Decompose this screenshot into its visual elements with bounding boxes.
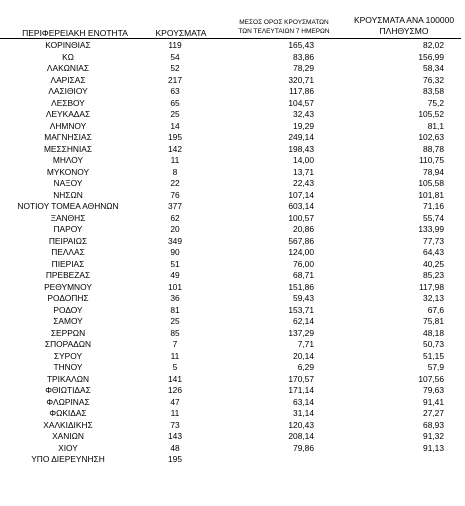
region-cell: ΜΕΣΣΗΝΙΑΣ	[43, 143, 93, 154]
avg-7-days-cell: 76,00	[293, 258, 314, 269]
per-100000-cell: 57,9	[427, 362, 444, 372]
table-row	[0, 63, 465, 75]
table-row	[0, 397, 465, 409]
region-cell: ΠΙΕΡΙΑΣ	[51, 258, 85, 269]
per-100000-cell: 105,58	[418, 178, 444, 188]
per-100000-cell: 133,99	[418, 224, 444, 234]
region-cell: ΣΠΟΡΑΔΩΝ	[44, 339, 92, 349]
region-cell: ΡΕΘΥΜΝΟΥ	[44, 281, 92, 292]
region-cell: ΠΡΕΒΕΖΑΣ	[45, 270, 91, 280]
avg-7-days-cell: 567,86	[288, 235, 314, 246]
header-avg-line2: ΤΩΝ ΤΕΛΕΥΤΑΙΩΝ 7 ΗΜΕΡΩΝ	[238, 28, 330, 35]
avg-7-days-cell: 117,86	[289, 86, 314, 96]
cases-cell: 25	[170, 316, 180, 326]
table-row	[0, 132, 465, 144]
cases-cell: 85	[170, 327, 180, 338]
table-row	[0, 75, 465, 87]
cases-cell: 81	[170, 304, 180, 315]
region-cell: ΜΗΛΟΥ	[52, 155, 84, 165]
header-avg-line1: ΜΕΣΟΣ ΟΡΟΣ ΚΡΟΥΣΜΑΤΩΝ	[239, 19, 329, 26]
table-row	[0, 52, 465, 64]
per-100000-cell: 48,18	[423, 327, 444, 338]
header-region: ΠΕΡΙΦΕΡΕΙΑΚΗ ΕΝΟΤΗΤΑ	[22, 28, 128, 38]
table-row	[0, 247, 465, 259]
avg-7-days-cell: 83,86	[293, 51, 314, 62]
table-row	[0, 385, 465, 397]
cases-cell: 101	[168, 281, 182, 292]
avg-7-days-cell: 68,71	[293, 270, 314, 280]
per-100000-cell: 78,94	[423, 166, 444, 177]
per-100000-cell: 81,1	[427, 120, 444, 131]
avg-7-days-cell: 31,14	[293, 408, 314, 418]
avg-7-days-cell: 78,29	[293, 63, 314, 73]
per-100000-cell: 85,23	[423, 270, 444, 280]
table-row	[0, 408, 465, 420]
cases-cell: 7	[172, 339, 178, 349]
avg-7-days-cell: 22,43	[293, 178, 314, 188]
region-cell: ΞΑΝΘΗΣ	[50, 212, 86, 223]
cases-cell: 8	[172, 166, 178, 177]
per-100000-cell: 64,43	[423, 247, 444, 257]
avg-7-days-cell: 124,00	[288, 247, 314, 257]
cases-cell: 36	[170, 293, 180, 303]
per-100000-cell: 88,78	[423, 143, 444, 154]
table-row	[0, 282, 465, 294]
avg-7-days-cell: 62,14	[293, 316, 314, 326]
avg-7-days-cell: 198,43	[288, 143, 314, 154]
cases-cell: 142	[168, 143, 182, 154]
cases-cell: 141	[168, 373, 182, 384]
per-100000-cell: 79,63	[423, 385, 444, 395]
cases-cell: 143	[168, 431, 182, 441]
region-cell: ΡΟΔΟΠΗΣ	[47, 293, 89, 303]
avg-7-days-cell: 14,00	[293, 155, 314, 165]
header-per-line2: ΠΛΗΘΥΣΜΟ	[379, 25, 429, 36]
per-100000-cell: 67,6	[427, 304, 444, 315]
table-row	[0, 86, 465, 98]
cases-cell: 65	[170, 97, 180, 108]
avg-7-days-cell: 19,29	[293, 120, 314, 131]
table-row	[0, 362, 465, 374]
avg-7-days-cell: 20,14	[293, 350, 314, 361]
avg-7-days-cell: 249,14	[288, 132, 314, 142]
region-cell: ΠΕΙΡΑΙΩΣ	[48, 235, 88, 246]
table-row	[0, 374, 465, 386]
avg-7-days-cell: 13,71	[293, 166, 314, 177]
table-row	[0, 431, 465, 443]
cases-cell: 11	[170, 408, 180, 418]
per-100000-cell: 117,98	[419, 281, 444, 292]
per-100000-cell: 51,15	[423, 350, 444, 361]
per-100000-cell: 91,32	[423, 431, 444, 441]
avg-7-days-cell: 320,71	[288, 74, 314, 85]
per-100000-cell: 107,56	[418, 373, 444, 384]
cases-cell: 25	[170, 109, 180, 119]
cases-cell: 51	[170, 258, 180, 269]
per-100000-cell: 102,63	[418, 132, 444, 142]
table-row	[0, 213, 465, 225]
per-100000-cell: 50,73	[423, 339, 444, 349]
avg-7-days-cell: 6,29	[297, 362, 314, 372]
table-row	[0, 109, 465, 121]
table-row	[0, 178, 465, 190]
avg-7-days-cell: 20,86	[293, 224, 314, 234]
per-100000-cell: 91,13	[423, 442, 444, 453]
table-row	[0, 293, 465, 305]
region-cell: ΣΑΜΟΥ	[53, 316, 83, 326]
region-cell: ΤΡΙΚΑΛΩΝ	[46, 373, 90, 384]
per-100000-cell: 68,93	[423, 419, 444, 430]
region-cell: ΛΑΚΩΝΙΑΣ	[46, 63, 90, 73]
region-cell: ΛΕΣΒΟΥ	[51, 97, 85, 108]
cases-cell: 126	[168, 385, 182, 395]
header-per-line1: ΚΡΟΥΣΜΑΤΑ ΑΝΑ 100000	[353, 15, 455, 25]
region-cell: ΛΑΡΙΣΑΣ	[50, 74, 86, 85]
cases-cell: 119	[168, 40, 182, 50]
avg-7-days-cell: 171,14	[288, 385, 314, 395]
avg-7-days-cell: 137,29	[288, 327, 314, 338]
cases-cell: 73	[170, 419, 180, 430]
table-row	[0, 98, 465, 110]
avg-7-days-cell: 63,14	[293, 396, 314, 407]
region-cell: ΡΟΔΟΥ	[53, 304, 83, 315]
avg-7-days-cell: 100,57	[288, 212, 314, 223]
cases-cell: 47	[170, 396, 180, 407]
region-cell: ΝΗΣΩΝ	[53, 189, 83, 200]
cases-cell: 49	[170, 270, 180, 280]
region-cell: ΤΗΝΟΥ	[53, 362, 83, 372]
table-row	[0, 190, 465, 202]
region-cell: ΛΕΥΚΑΔΑΣ	[45, 109, 91, 119]
per-100000-cell: 75,81	[423, 316, 444, 326]
cases-cell: 195	[168, 454, 182, 464]
region-cell: ΥΠΟ ΔΙΕΡΕΥΝΗΣΗ	[31, 454, 105, 464]
region-cell: ΧΑΛΚΙΔΙΚΗΣ	[43, 419, 93, 430]
region-cell: ΜΥΚΟΝΟΥ	[46, 166, 90, 177]
per-100000-cell: 76,32	[423, 74, 444, 85]
avg-7-days-cell: 59,43	[293, 293, 314, 303]
region-cell: ΦΛΩΡΙΝΑΣ	[46, 396, 90, 407]
avg-7-days-cell: 151,86	[288, 281, 314, 292]
table-row	[0, 236, 465, 248]
cases-cell: 195	[168, 132, 182, 142]
avg-7-days-cell: 32,43	[293, 109, 314, 119]
region-cell: ΠΕΛΛΑΣ	[51, 247, 85, 257]
per-100000-cell: 110,75	[419, 155, 444, 165]
cases-cell: 20	[170, 224, 180, 234]
cases-cell: 11	[170, 350, 180, 361]
avg-7-days-cell: 603,14	[288, 201, 314, 211]
per-100000-cell: 105,52	[418, 109, 444, 119]
avg-7-days-cell: 79,86	[293, 442, 314, 453]
region-cell: ΝΑΞΟΥ	[53, 178, 83, 188]
per-100000-cell: 40,25	[423, 258, 444, 269]
cases-cell: 349	[168, 235, 182, 246]
table-row	[0, 351, 465, 363]
table-row	[0, 40, 465, 52]
cases-cell: 62	[170, 212, 180, 223]
avg-7-days-cell: 120,43	[288, 419, 314, 430]
table-body	[0, 40, 465, 466]
region-cell: ΣΥΡΟΥ	[53, 350, 83, 361]
per-100000-cell: 77,73	[423, 235, 444, 246]
cases-cell: 63	[170, 86, 180, 96]
per-100000-cell: 156,99	[418, 51, 444, 62]
cases-cell: 48	[170, 442, 180, 453]
table-row	[0, 144, 465, 156]
cases-cell: 377	[168, 201, 182, 211]
per-100000-cell: 82,02	[423, 40, 444, 50]
table-row	[0, 155, 465, 167]
table-row	[0, 305, 465, 317]
region-cell: ΚΩ	[62, 51, 74, 62]
per-100000-cell: 71,16	[423, 201, 444, 211]
table-row	[0, 167, 465, 179]
table-row	[0, 328, 465, 340]
header-divider	[0, 38, 461, 39]
header-per-100000	[348, 15, 460, 36]
table-row	[0, 454, 465, 466]
cases-cell: 5	[172, 362, 178, 372]
cases-cell: 90	[170, 247, 180, 257]
table-row	[0, 270, 465, 282]
region-cell: ΛΗΜΝΟΥ	[49, 120, 87, 131]
avg-7-days-cell: 165,43	[288, 40, 314, 50]
table-row	[0, 224, 465, 236]
cases-cell: 52	[170, 63, 180, 73]
table-row	[0, 420, 465, 432]
cases-cell: 217	[168, 74, 182, 85]
table-row	[0, 121, 465, 133]
region-cell: ΛΑΣΙΘΙΟΥ	[48, 86, 88, 96]
region-cell: ΚΟΡΙΝΘΙΑΣ	[45, 40, 91, 50]
per-100000-cell: 55,74	[423, 212, 444, 223]
cases-cell: 54	[170, 51, 180, 62]
cases-cell: 14	[170, 120, 180, 131]
table-row	[0, 443, 465, 455]
per-100000-cell: 32,13	[423, 293, 444, 303]
avg-7-days-cell: 170,57	[288, 373, 314, 384]
per-100000-cell: 75,2	[427, 97, 444, 108]
region-cell: ΧΙΟΥ	[58, 442, 78, 453]
avg-7-days-cell: 7,71	[297, 339, 314, 349]
cases-cell: 22	[170, 178, 180, 188]
avg-7-days-cell: 208,14	[288, 431, 314, 441]
per-100000-cell: 58,34	[423, 63, 444, 73]
per-100000-cell: 83,58	[423, 86, 444, 96]
header-cases: ΚΡΟΥΣΜΑΤΑ	[155, 28, 207, 38]
header-avg-7-days	[224, 18, 344, 36]
per-100000-cell: 101,81	[418, 189, 444, 200]
region-cell: ΝΟΤΙΟΥ ΤΟΜΕΑ ΑΘΗΝΩΝ	[17, 201, 119, 211]
region-cell: ΣΕΡΡΩΝ	[50, 327, 86, 338]
avg-7-days-cell: 107,14	[288, 189, 314, 200]
region-cell: ΧΑΝΙΩΝ	[52, 431, 84, 441]
table-row	[0, 201, 465, 213]
region-cell: ΠΑΡΟΥ	[53, 224, 83, 234]
region-cell: ΦΘΙΩΤΙΔΑΣ	[45, 385, 91, 395]
avg-7-days-cell: 104,57	[288, 97, 314, 108]
region-cell: ΜΑΓΝΗΣΙΑΣ	[44, 132, 92, 142]
avg-7-days-cell: 153,71	[288, 304, 314, 315]
table-row	[0, 339, 465, 351]
region-cell: ΦΩΚΙΔΑΣ	[49, 408, 87, 418]
cases-cell: 11	[170, 155, 180, 165]
per-100000-cell: 91,41	[423, 396, 444, 407]
table-row	[0, 316, 465, 328]
per-100000-cell: 27,27	[423, 408, 444, 418]
table-row	[0, 259, 465, 271]
cases-cell: 76	[170, 189, 180, 200]
